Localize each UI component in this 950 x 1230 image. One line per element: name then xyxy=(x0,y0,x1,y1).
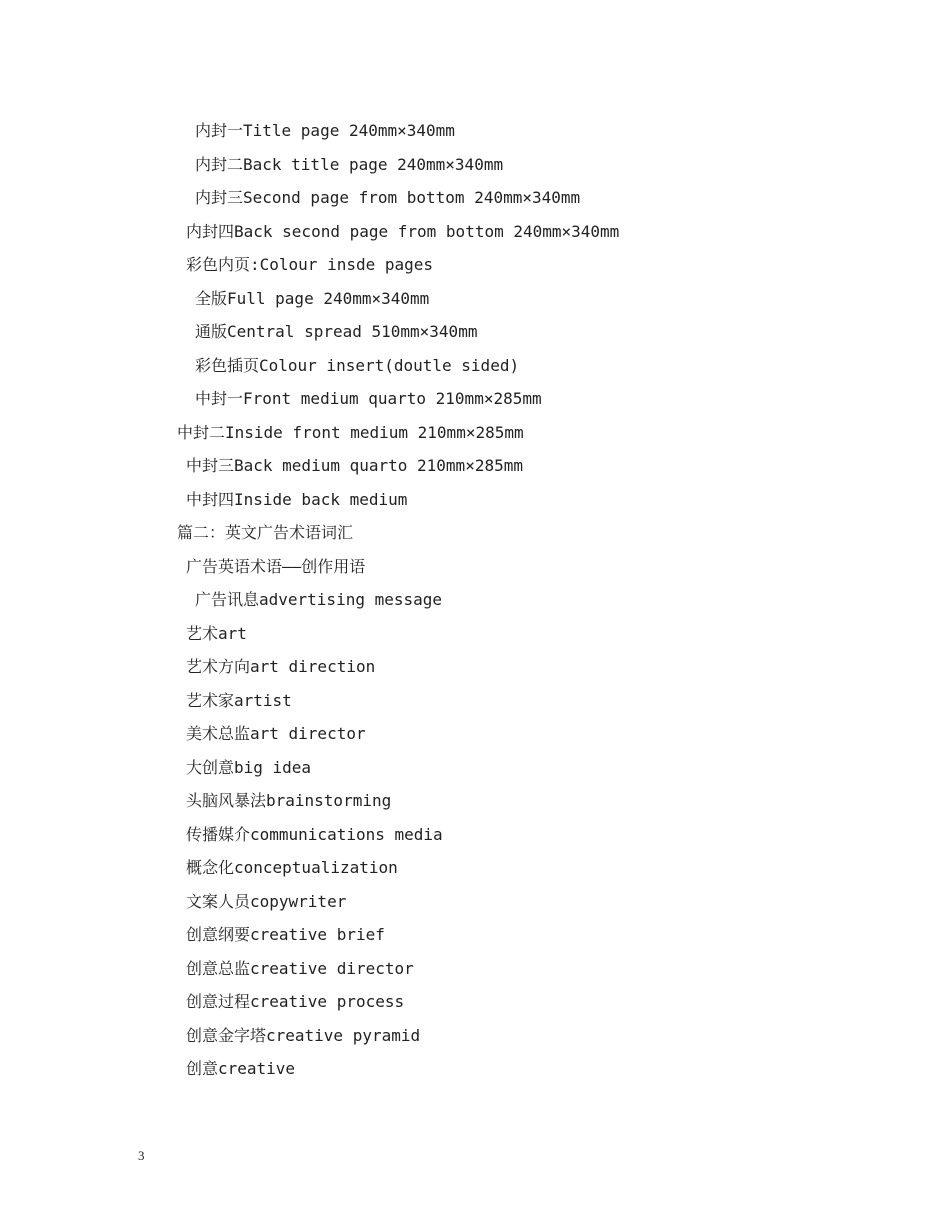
text-line: 艺术方向art direction xyxy=(186,657,376,676)
text-line: 中封二Inside front medium 210mm×285mm xyxy=(177,423,524,442)
text-line: 中封一Front medium quarto 210mm×285mm xyxy=(195,389,542,408)
text-line: 内封二Back title page 240mm×340mm xyxy=(195,155,504,174)
text-line: 全版Full page 240mm×340mm xyxy=(195,289,430,308)
text-line: 创意总监creative director xyxy=(186,959,414,978)
text-line: 通版Central spread 510mm×340mm xyxy=(195,322,478,341)
page-number: 3 xyxy=(138,1148,145,1163)
text-line: 中封三Back medium quarto 210mm×285mm xyxy=(186,456,523,475)
text-line: 内封四Back second page from bottom 240mm×340mm xyxy=(186,222,620,241)
text-line: 创意金字塔creative pyramid xyxy=(186,1026,421,1045)
text-line: 文案人员copywriter xyxy=(186,892,347,911)
text-line: 创意creative xyxy=(186,1059,296,1078)
text-line: 内封三Second page from bottom 240mm×340mm xyxy=(195,188,581,207)
text-line: 艺术art xyxy=(186,624,247,643)
text-line: 中封四Inside back medium xyxy=(186,490,408,509)
text-line: 头脑风暴法brainstorming xyxy=(186,791,392,810)
text-line: 美术总监art director xyxy=(186,724,366,743)
subsection-heading: 广告英语术语——创作用语 xyxy=(186,557,366,576)
text-line: 艺术家artist xyxy=(186,691,292,710)
text-line: 创意纲要creative brief xyxy=(186,925,385,944)
text-line: 大创意big idea xyxy=(186,758,312,777)
text-line: 传播媒介communications media xyxy=(186,825,443,844)
text-line: 创意过程creative process xyxy=(186,992,405,1011)
text-line: 彩色内页:Colour insde pages xyxy=(186,255,434,274)
text-line: 广告讯息advertising message xyxy=(195,590,443,609)
text-line: 概念化conceptualization xyxy=(186,858,398,877)
text-line: 彩色插页Colour insert(doutle sided) xyxy=(195,356,520,375)
text-line: 内封一Title page 240mm×340mm xyxy=(195,121,455,140)
section-heading: 篇二：英文广告术语词汇 xyxy=(177,523,354,542)
